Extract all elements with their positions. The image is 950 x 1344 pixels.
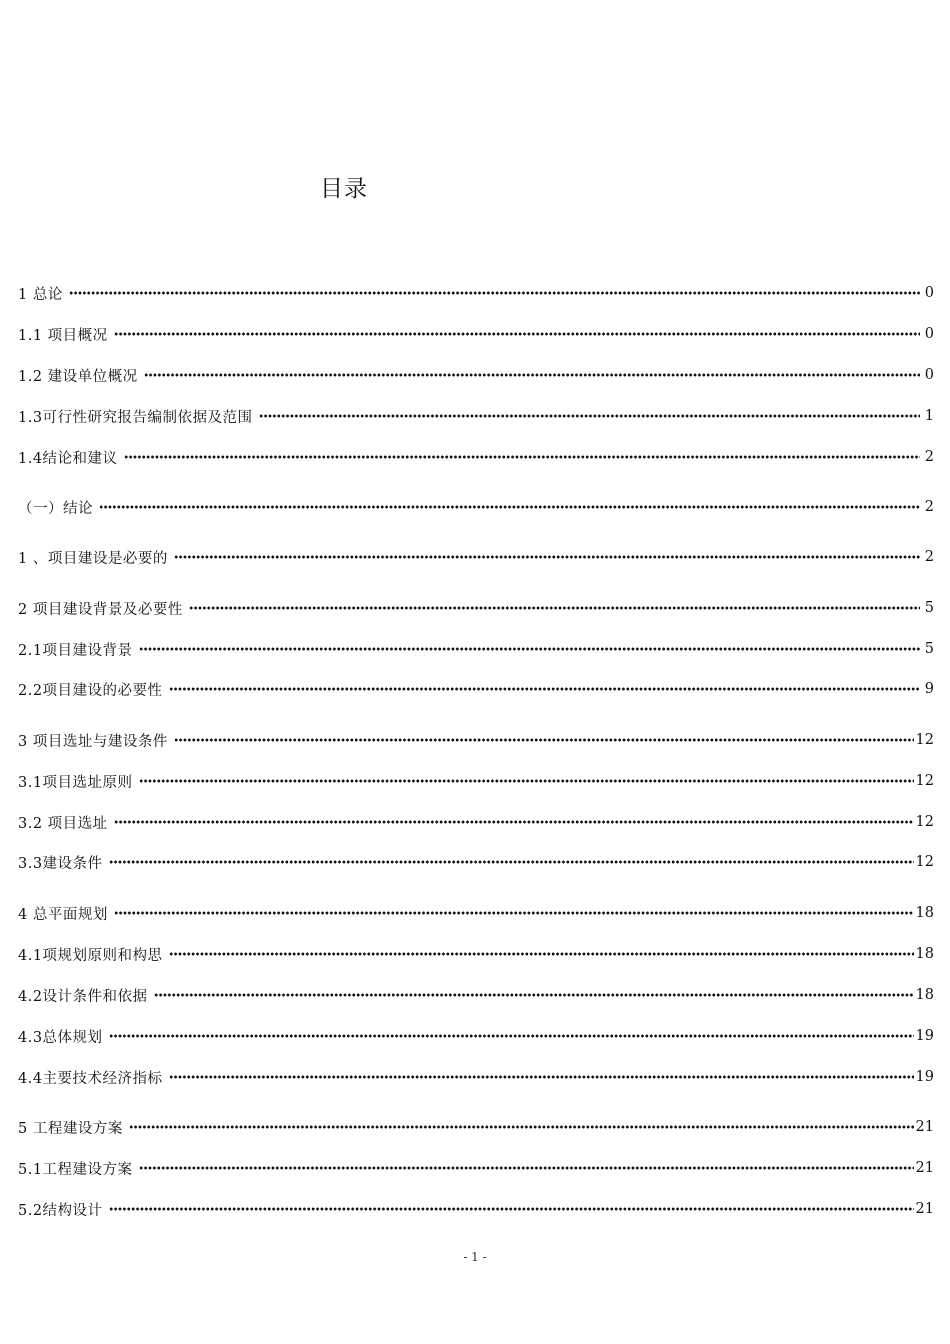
toc-entry-page: 1 bbox=[924, 408, 934, 424]
toc-entry-label: 2.2项目建设的必要性 bbox=[18, 682, 163, 699]
toc-entry-page: 18 bbox=[915, 946, 934, 962]
toc-entry[interactable] bbox=[18, 851, 934, 873]
toc-entry-page: 0 bbox=[924, 285, 934, 301]
toc-entry[interactable] bbox=[18, 943, 934, 965]
toc-entry-page: 12 bbox=[915, 814, 934, 830]
toc-entry[interactable] bbox=[18, 1157, 934, 1179]
toc-leader-dots bbox=[144, 373, 920, 377]
toc-entry[interactable] bbox=[18, 446, 934, 468]
toc-entry[interactable] bbox=[18, 1066, 934, 1088]
toc-entry-label: 2.1项目建设背景 bbox=[18, 642, 133, 659]
toc-entry-label: 3.3建设条件 bbox=[18, 855, 103, 872]
toc-entry[interactable] bbox=[18, 597, 934, 619]
toc-entry-page: 21 bbox=[915, 1119, 934, 1135]
toc-entry-label: 4.3总体规划 bbox=[18, 1029, 103, 1046]
toc-entry[interactable] bbox=[18, 770, 934, 792]
toc-leader-dots bbox=[114, 820, 914, 824]
toc-entry-label: 3.2 项目选址 bbox=[18, 815, 108, 832]
toc-entry[interactable] bbox=[18, 729, 934, 751]
toc-entry-label: 5 工程建设方案 bbox=[18, 1120, 123, 1137]
toc-entry[interactable] bbox=[18, 1198, 934, 1220]
toc-entry-label: 1.3可行性研究报告编制依据及范围 bbox=[18, 409, 253, 426]
toc-entry-page: 21 bbox=[915, 1160, 934, 1176]
toc-entry-label: 5.1工程建设方案 bbox=[18, 1161, 133, 1178]
toc-leader-dots bbox=[169, 952, 914, 956]
toc-leader-dots bbox=[109, 1034, 914, 1038]
toc-entry-label: 3.1项目选址原则 bbox=[18, 774, 133, 791]
toc-leader-dots bbox=[99, 505, 920, 509]
toc-entry-label: 5.2结构设计 bbox=[18, 1202, 103, 1219]
toc-entry-label: 3 项目选址与建设条件 bbox=[18, 733, 168, 750]
toc-entry-page: 5 bbox=[924, 641, 934, 657]
toc-entry[interactable] bbox=[18, 678, 934, 700]
toc-leader-dots bbox=[114, 911, 914, 915]
toc-entry-label: 1.4结论和建议 bbox=[18, 450, 118, 467]
toc-entry-label: 4.1项规划原则和构思 bbox=[18, 947, 163, 964]
toc-leader-dots bbox=[114, 332, 920, 336]
toc-entry-page: 0 bbox=[924, 326, 934, 342]
toc-title: 目录 bbox=[320, 176, 368, 202]
toc-entry-page: 2 bbox=[924, 449, 934, 465]
toc-entry[interactable] bbox=[18, 984, 934, 1006]
toc-entry-label: 1.2 建设单位概况 bbox=[18, 368, 138, 385]
toc-entry[interactable] bbox=[18, 546, 934, 568]
toc-leader-dots bbox=[169, 687, 920, 691]
toc-entry-label: 4 总平面规划 bbox=[18, 906, 108, 923]
toc-entry-page: 5 bbox=[924, 600, 934, 616]
toc-entry[interactable] bbox=[18, 811, 934, 833]
toc-leader-dots bbox=[124, 455, 920, 459]
toc-entry-page: 21 bbox=[915, 1201, 934, 1217]
toc-entry[interactable] bbox=[18, 902, 934, 924]
toc-entry[interactable] bbox=[18, 638, 934, 660]
toc-leader-dots bbox=[109, 1207, 914, 1211]
toc-leader-dots bbox=[189, 606, 920, 610]
toc-entry-page: 19 bbox=[915, 1028, 934, 1044]
page-number-footer: - 1 - bbox=[463, 1250, 487, 1264]
toc-leader-dots bbox=[259, 414, 920, 418]
toc-entry-page: 0 bbox=[924, 367, 934, 383]
toc-entry-label: 4.4主要技术经济指标 bbox=[18, 1070, 163, 1087]
toc-entry-page: 12 bbox=[915, 854, 934, 870]
toc-leader-dots bbox=[139, 647, 920, 651]
toc-entry[interactable] bbox=[18, 405, 934, 427]
toc-leader-dots bbox=[169, 1075, 914, 1079]
toc-leader-dots bbox=[109, 860, 914, 864]
toc-entry-label: 1 、项目建设是必要的 bbox=[18, 550, 168, 567]
toc-leader-dots bbox=[174, 738, 914, 742]
toc-entry[interactable] bbox=[18, 282, 934, 304]
toc-leader-dots bbox=[139, 779, 914, 783]
toc-entry-page: 18 bbox=[915, 905, 934, 921]
toc-entry-label: 2 项目建设背景及必要性 bbox=[18, 601, 183, 618]
toc-entry-label: 1.1 项目概况 bbox=[18, 327, 108, 344]
toc-entry-page: 12 bbox=[915, 773, 934, 789]
toc-entry[interactable] bbox=[18, 323, 934, 345]
toc-entry[interactable] bbox=[18, 1116, 934, 1138]
toc-entry-page: 12 bbox=[915, 732, 934, 748]
toc-leader-dots bbox=[139, 1166, 914, 1170]
toc-entry[interactable] bbox=[18, 1025, 934, 1047]
toc-entry[interactable] bbox=[18, 364, 934, 386]
toc-leader-dots bbox=[154, 993, 914, 997]
toc-entry-page: 9 bbox=[924, 681, 934, 697]
toc-entry-page: 19 bbox=[915, 1069, 934, 1085]
toc-leader-dots bbox=[129, 1125, 914, 1129]
toc-leader-dots bbox=[69, 291, 920, 295]
toc-entry-page: 18 bbox=[915, 987, 934, 1003]
toc-entry-page: 2 bbox=[924, 499, 934, 515]
toc-entry-page: 2 bbox=[924, 549, 934, 565]
toc-leader-dots bbox=[174, 555, 920, 559]
toc-entry-label: （一）结论 bbox=[18, 500, 93, 517]
toc-entry-label: 4.2设计条件和依据 bbox=[18, 988, 148, 1005]
toc-entry[interactable] bbox=[18, 496, 934, 518]
toc-entry-label: 1 总论 bbox=[18, 286, 63, 303]
